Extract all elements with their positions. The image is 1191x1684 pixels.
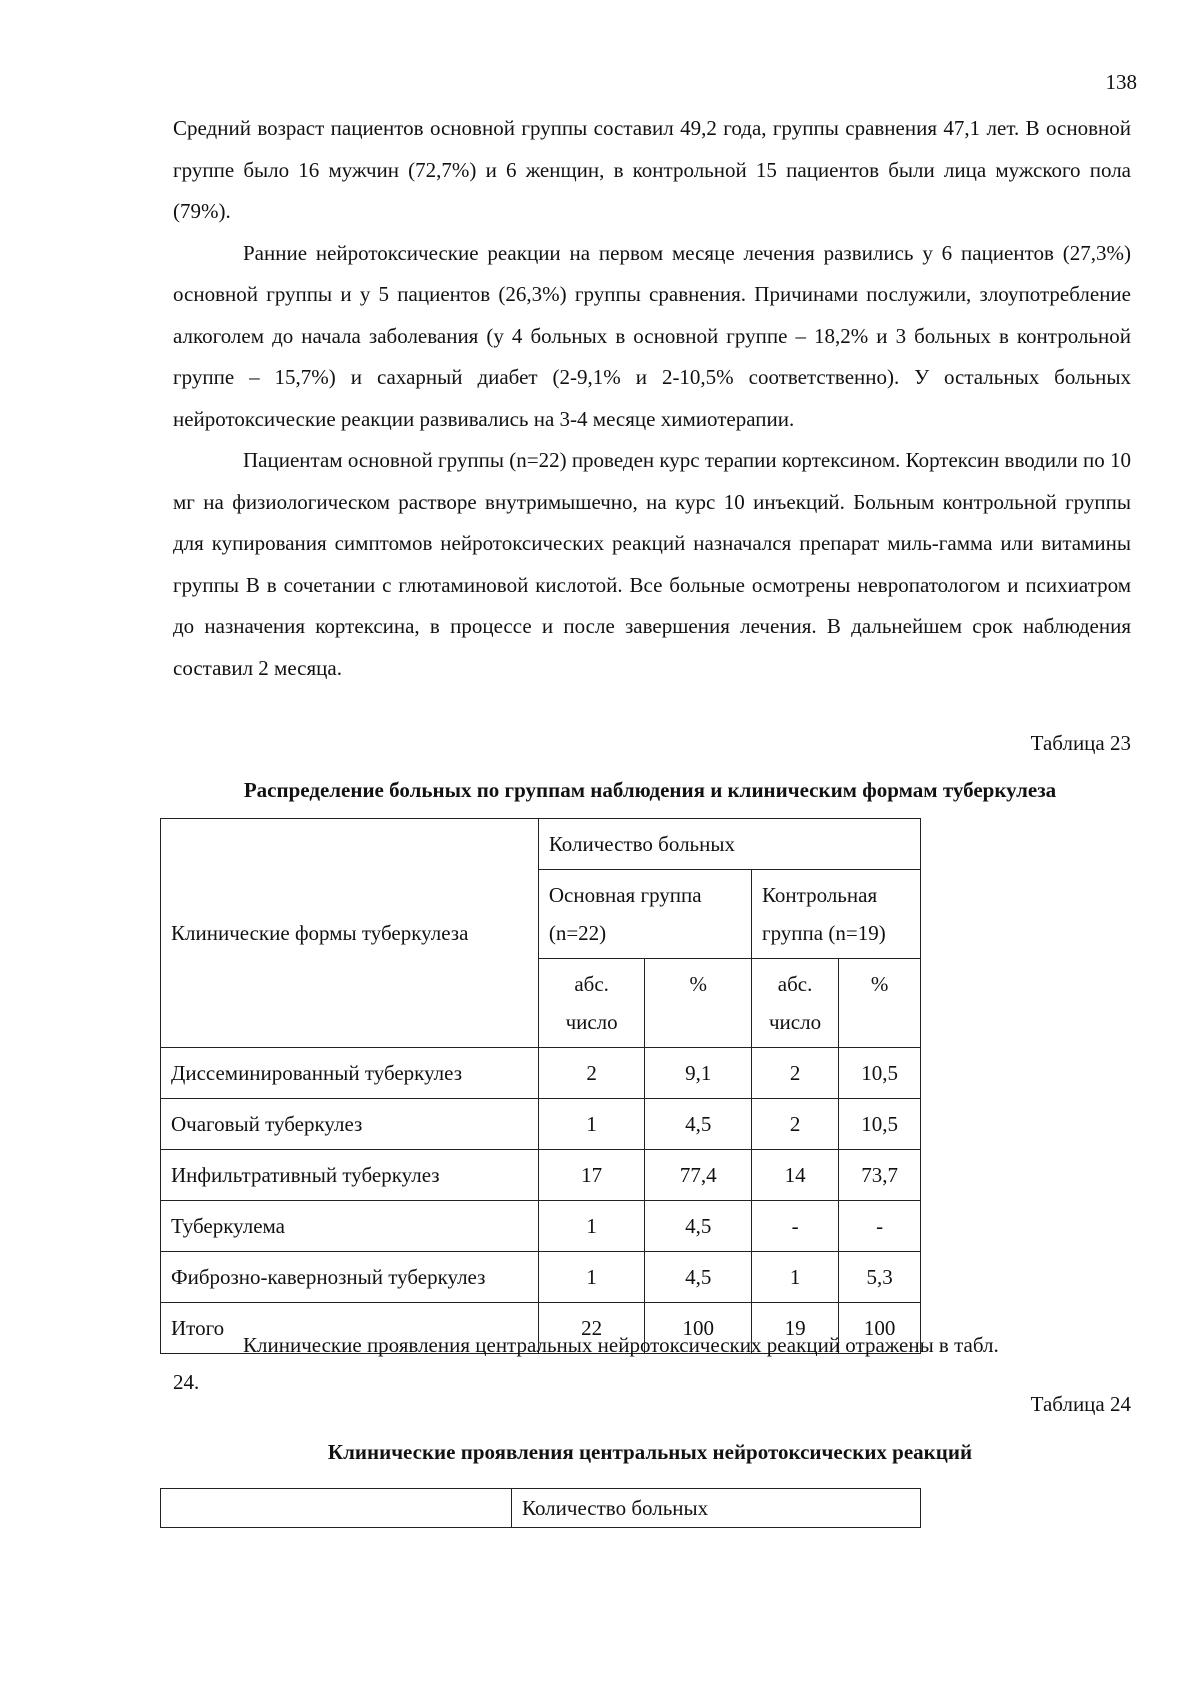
table-23 [160,818,921,1354]
header-control-pct: % [839,959,921,1048]
table-24 [160,1488,921,1528]
row-control-pct: 100 [839,1303,921,1354]
table-row [161,1048,921,1099]
row-form: Фиброзно-кавернозный туберкулез [161,1252,539,1303]
table-row [161,1150,921,1201]
table-23-caption: Распределение больных по группам наблюдения и клиническим формам туберкулеза [243,778,1057,802]
row-form: Очаговый туберкулез [161,1099,539,1150]
header-count: Количество больных [538,819,920,870]
row-control-pct: - [839,1201,921,1252]
table-row [161,1099,921,1150]
row-control-pct: 10,5 [839,1048,921,1099]
row-main-pct: 4,5 [645,1252,752,1303]
row-main-pct: 4,5 [645,1201,752,1252]
row-control-abs: 14 [751,1150,838,1201]
header-main-abs: абс. число [538,959,645,1048]
row-control-pct: 10,5 [839,1099,921,1150]
table-24-header-count: Количество больных [512,1489,921,1528]
header-main-group: Основная группа (n=22) [538,870,751,959]
table-24-empty-cell [161,1489,512,1528]
row-form: Инфильтративный туберкулез [161,1150,539,1201]
row-main-abs: 1 [538,1201,645,1252]
after-table-text: Клинические проявления центральных нейротоксических реакций отражены в табл. [243,1333,999,1357]
row-main-abs: 1 [538,1099,645,1150]
table-row [161,1201,921,1252]
table-23-number: Таблица 23 [1030,731,1131,755]
row-form: Туберкулема [161,1201,539,1252]
header-forms: Клинические формы туберкулеза [161,819,539,1048]
body-text [173,108,1131,689]
row-main-pct: 100 [645,1303,752,1354]
header-control-group: Контрольная группа (n=19) [751,870,920,959]
row-control-abs: - [751,1201,838,1252]
row-control-abs: 1 [751,1252,838,1303]
row-control-abs: 2 [751,1048,838,1099]
after-table-ref: 24. [173,1370,200,1394]
header-main-pct: % [645,959,752,1048]
header-control-abs: абс. число [751,959,838,1048]
paragraph-2: Ранние нейротоксические реакции на первом месяце лечения развились у 6 пациентов (27,3%) основной группы и у 5 пациентов (26,3%) группы сравнения. Причинами послужили, злоупотребление алкоголем до начала заболевания (у 4 больных в основной группе – 18,2% и 3 больных в контрольной группе – 15,7%) и сахарный диабет (2-9,1% и 2-10,5% соответственно). У остальных больных нейротоксические реакции развивались на 3-4 месяце химиотерапии. [173,240,1131,431]
table-row [161,1252,921,1303]
row-main-abs: 2 [538,1048,645,1099]
row-main-pct: 4,5 [645,1099,752,1150]
row-control-pct: 73,7 [839,1150,921,1201]
paragraph-1: Средний возраст пациентов основной группы составил 49,2 года, группы сравнения 47,1 лет. В основной группе было 16 мужчин (72,7%) и 6 женщин, в контрольной 15 пациентов были лица мужского пола (79%). [173,116,1131,223]
row-control-pct: 5,3 [839,1252,921,1303]
page-number: 138 [1105,70,1137,94]
row-form: Диссеминированный туберкулез [161,1048,539,1099]
row-main-pct: 9,1 [645,1048,752,1099]
row-main-pct: 77,4 [645,1150,752,1201]
row-main-abs: 17 [538,1150,645,1201]
paragraph-3: Пациентам основной группы (n=22) проведен курс терапии кортексином. Кортексин вводили по 10 мг на физиологическом растворе внутримышечно, на курс 10 инъекций. Больным контрольной группы для купирования симптомов нейротоксических реакций назначался препарат миль-гамма или витамины группы В в сочетании с глютаминовой кислотой. Все больные осмотрены невропатологом и психиатром до назначения кортексина, в процессе и после завершения лечения. В дальнейшем срок наблюдения составил 2 месяца. [173,448,1131,680]
row-main-abs: 1 [538,1252,645,1303]
row-form: Итого [161,1303,539,1354]
table-24-caption: Клинические проявления центральных нейротоксических реакций [327,1440,973,1464]
table-24-number: Таблица 24 [1030,1392,1131,1416]
row-control-abs: 2 [751,1099,838,1150]
row-control-abs: 19 [751,1303,838,1354]
row-main-abs: 22 [538,1303,645,1354]
